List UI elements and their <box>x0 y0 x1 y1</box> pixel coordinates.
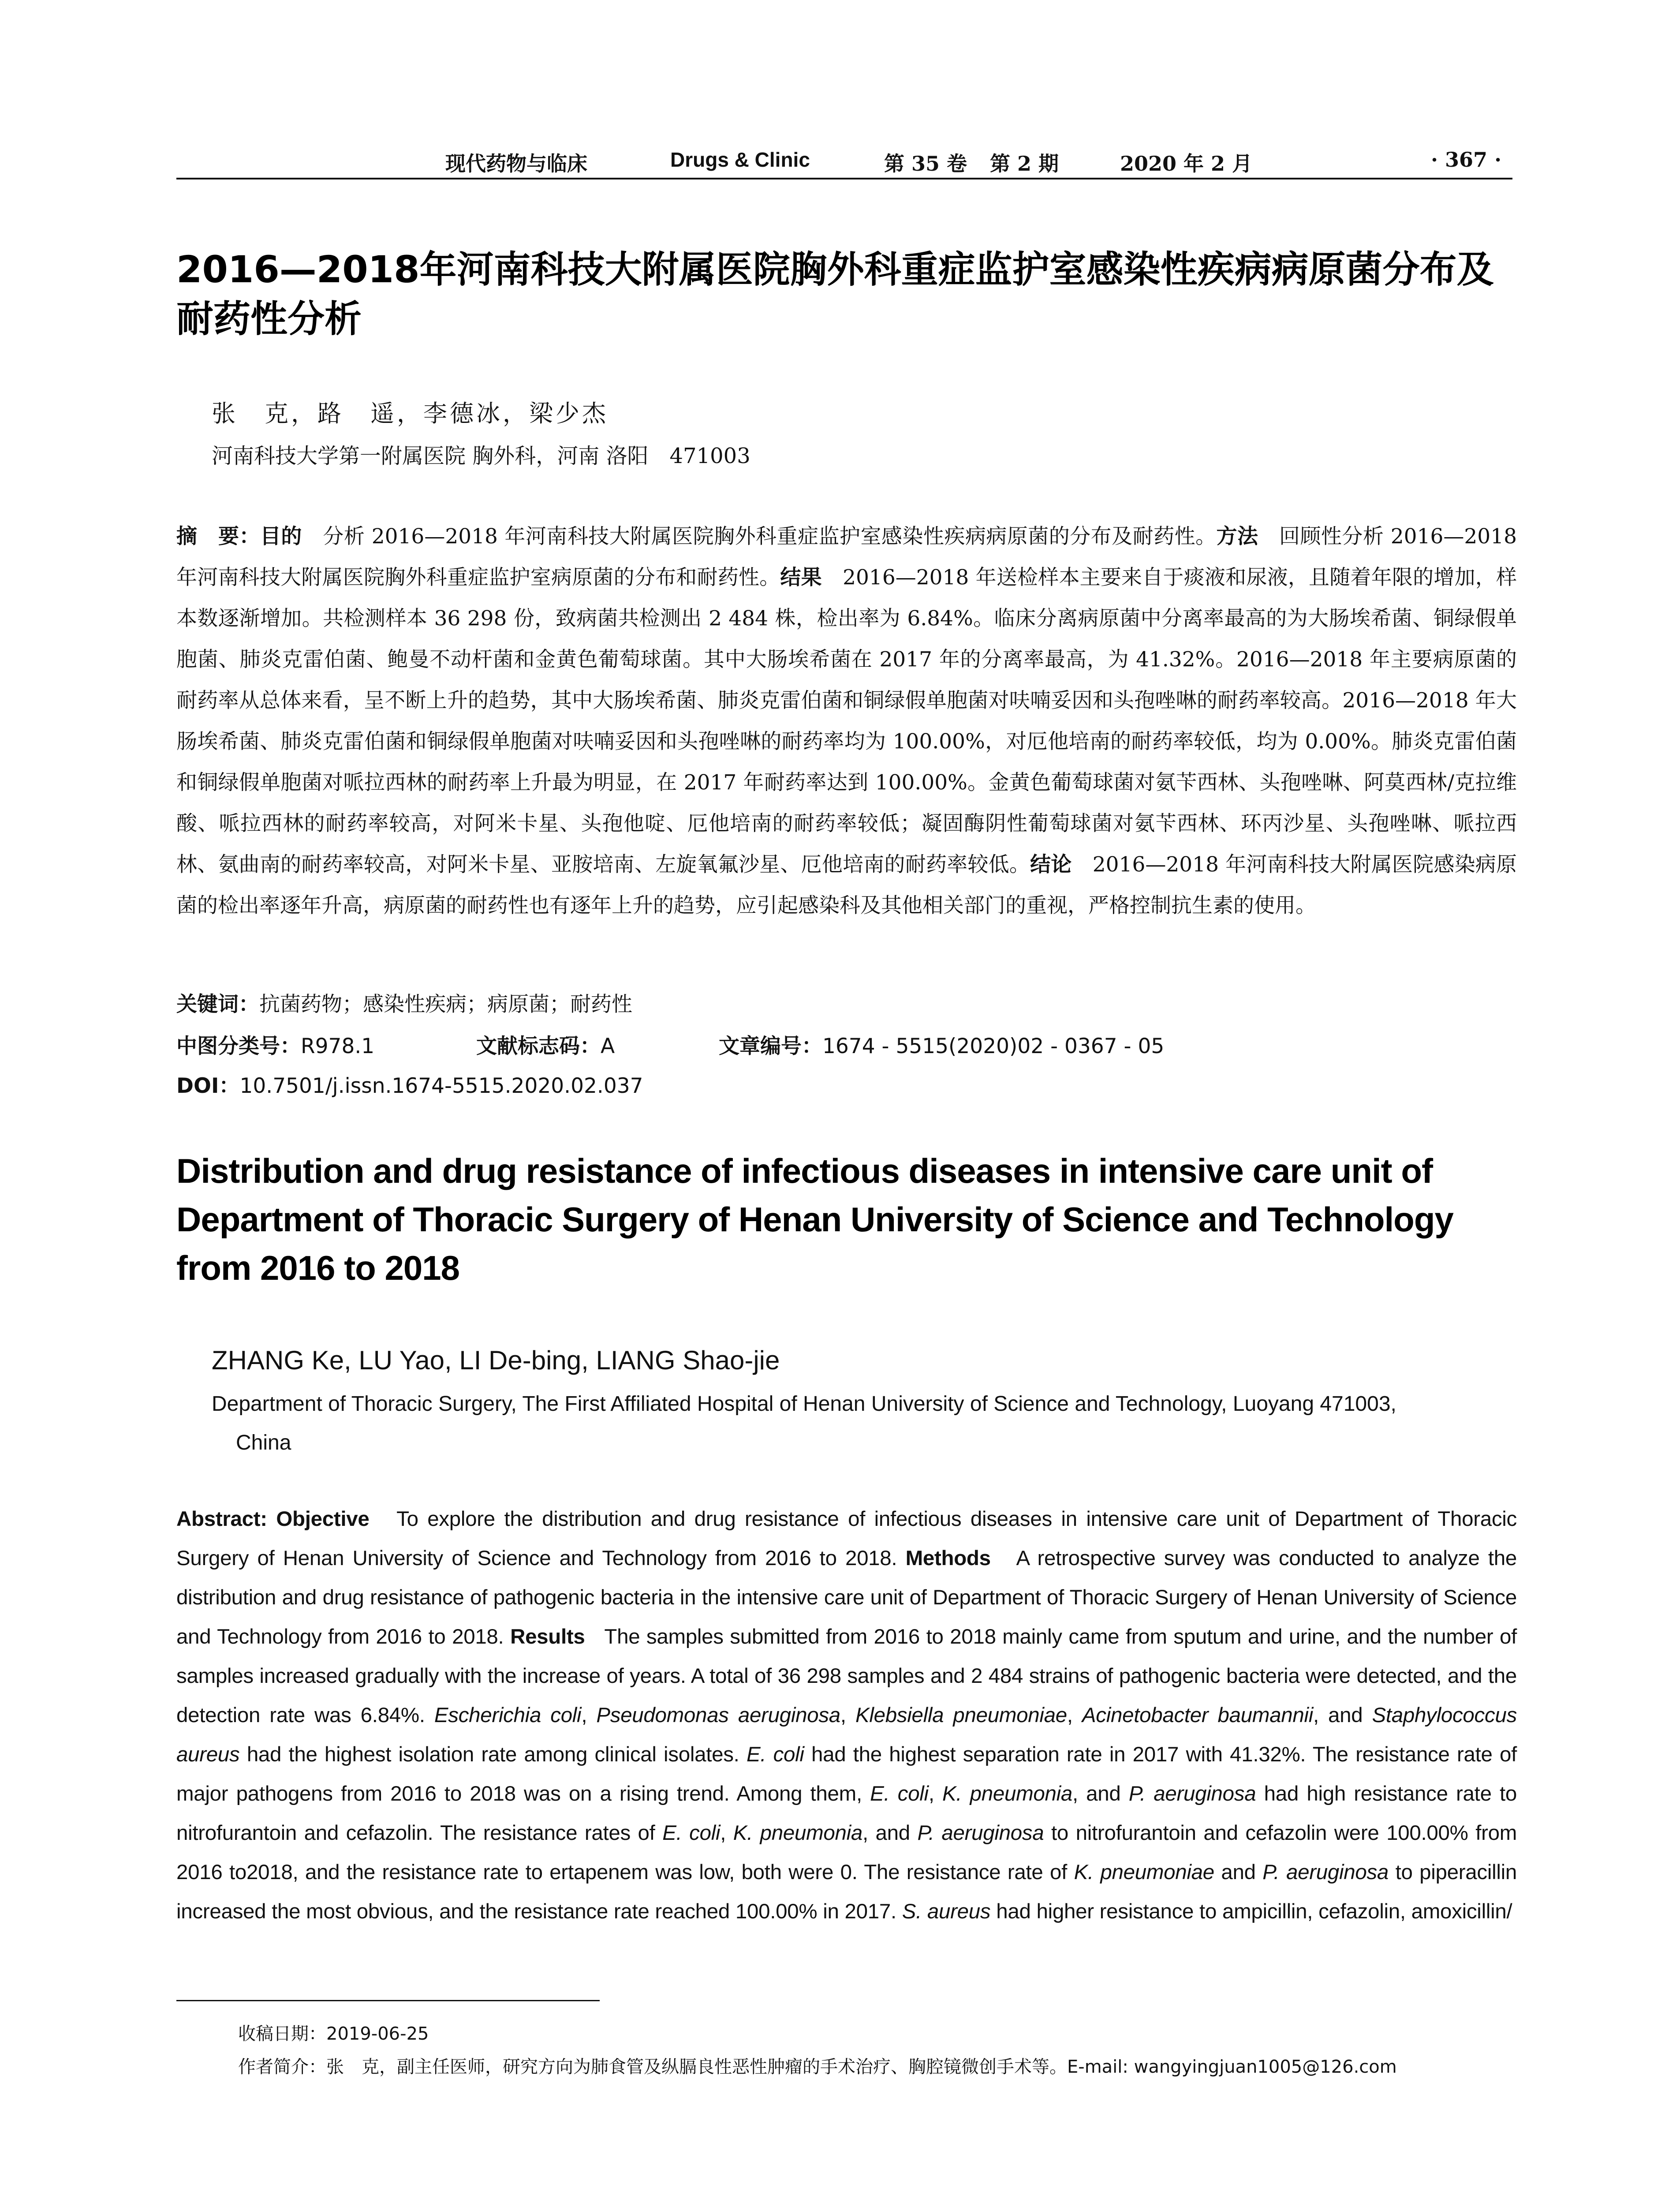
page-number: · 367 · <box>1431 148 1502 172</box>
abbr-ecoli-2: E. coli <box>870 1782 929 1805</box>
species-abaumannii: Acinetobacter baumannii <box>1082 1704 1314 1727</box>
abstract-en: Abstract: Objective To explore the distribution and drug resistance of infectious diseases in intensive care unit of Department of Thoracic Surgery of Henan University of Science and Technology from 2016 to 2018. Methods A retrospective survey was conducted to analyze the distribution and drug resistance of pathogenic bacteria in the intensive care unit of Department of Thoracic Surgery of Henan University of Science and Technology from 2016 to 2018. Results The samples submitted from 2016 to 2018 mainly came from sputum and urine, and the number of samples increased gradually with the increase of years. A total of 36 298 samples and 2 484 strains of pathogenic bacteria were detected, and the detection rate was 6.84%. Escherichia coli, Pseudomonas aeruginosa, Klebsiella pneumoniae, Acinetobacter baumannii, and Staphylococcus aureus had the highest isolation rate among clinical isolates. E. coli had the highest separation rate in 2017 with 41.32%. The resistance rate of major pathogens from 2016 to 2018 was on a rising trend. Among them, E. coli, K. pneumonia, and P. aeruginosa had high resistance rate to nitrofurantoin and cefazolin. The resistance rates of E. coli, K. pneumonia, and P. aeruginosa to nitrofurantoin and cefazolin were 100.00% from 2016 to2018, and the resistance rate to ertapenem was low, both were 0. The resistance rate of K. pneumoniae and P. aeruginosa to piperacillin increased the most obvious, and the resistance rate reached 100.00% in 2017. S. aureus had higher resistance to ampicillin, cefazolin, amoxicillin/ <box>176 1507 1517 1923</box>
footnote-rule <box>176 2000 600 2001</box>
results-text-cn: 2016—2018 年送检样本主要来自于痰液和尿液，且随着年限的增加，样本数逐渐增加。共检测样本 36 298 份，致病菌共检测出 2 484 株，检出率为 6.84%。临床分离病原菌中分离率最高的为大肠埃希菌、铜绿假单胞菌、肺炎克雷伯菌、鲍曼不动杆菌和金黄色葡萄球菌。其中大肠埃希菌在 2017 年的分离率最高，为 41.32%。2016—2018 年主要病原菌的耐药率从总体来看，呈不断上升的趋势，其中大肠埃希菌、肺炎克雷伯菌和铜绿假单胞菌对呋喃妥因和头孢唑啉的耐药率较高。2016—2018 年大肠埃希菌、肺炎克雷伯菌和铜绿假单胞菌对呋喃妥因和头孢唑啉的耐药率均为 100.00%，对厄他培南的耐药率较低，均为 0.00%。肺炎克雷伯菌和铜绿假单胞菌对哌拉西林的耐药率上升最为明显，在 2017 年耐药率达到 100.00%。金黄色葡萄球菌对氨苄西林、头孢唑啉、阿莫西林/克拉维酸、哌拉西林的耐药率较高，对阿米卡星、头孢他啶、厄他培南的耐药率较低；凝固酶阴性葡萄球菌对氨苄西林、环丙沙星、头孢唑啉、哌拉西林、氨曲南的耐药率较高，对阿米卡星、亚胺培南、左旋氧氟沙星、厄他培南的耐药率较低。 <box>176 565 1517 877</box>
abbr-kpn: K. pneumonia <box>942 1782 1072 1805</box>
results-text-en-b: had the highest isolation rate among clinical isolates. <box>246 1743 739 1766</box>
keywords-label-cn: 关键词： <box>176 992 259 1017</box>
conclusion-label-cn: 结论 <box>1030 852 1072 877</box>
clc-line <box>176 1030 374 1059</box>
results-text-en-g: had higher resistance to ampicillin, cefazolin, amoxicillin/ <box>996 1900 1512 1923</box>
doi-line <box>176 1069 643 1099</box>
article-number-label: 文章编号： <box>719 1034 822 1058</box>
received-label: 收稿日期： <box>238 2024 326 2044</box>
volume: 第 35 卷 <box>884 152 967 176</box>
received-value: 2019-06-25 <box>326 2024 429 2044</box>
objective-label-cn: 目的 <box>260 524 302 549</box>
abbr-ecoli: E. coli <box>746 1743 804 1766</box>
received-date <box>238 2020 429 2045</box>
objective-text-cn: 分析 2016—2018 年河南科技大附属医院胸外科重症监护室感染性疾病病原菌的分布及耐药性。 <box>323 524 1217 549</box>
objective-label-en: Objective <box>276 1507 370 1531</box>
abbr-ecoli-3: E. coli <box>662 1821 721 1845</box>
doc-code-value: A <box>601 1034 615 1058</box>
results-text-en-e: to nitrofurantoin and cefazolin were 100.00% from 2016 to2018, and the resistance rate to ertapenem was low, both were 0. The resistance rate of <box>176 1821 1517 1884</box>
methods-label-en: Methods <box>905 1547 991 1570</box>
doi-value: 10.7501/j.issn.1674-5515.2020.02.037 <box>239 1074 643 1098</box>
issue: 第 2 期 <box>990 152 1059 176</box>
journal-name-cn: 现代药物与临床 <box>445 152 587 176</box>
conclusion-text-cn: 2016—2018 年河南科技大附属医院感染病原菌的检出率逐年升高，病原菌的耐药性也有逐年上升的趋势，应引起感染科及其他相关部门的重视，严格控制抗生素的使用。 <box>176 852 1517 918</box>
methods-text-cn: 回顾性分析 2016—2018 年河南科技大附属医院胸外科重症监护室病原菌的分布和耐药性。 <box>176 524 1517 590</box>
issue-date: 2020 年 2 月 <box>1120 152 1253 176</box>
doi-label: DOI： <box>176 1074 240 1098</box>
journal-name-en: Drugs & Clinic <box>670 148 810 171</box>
abbr-kpn-2: K. pneumonia <box>733 1821 863 1845</box>
methods-text-en: A retrospective survey was conducted to analyze the distribution and drug resistance of pathogenic bacteria in the intensive care unit of Department of Thoracic Surgery of Henan University of Science and Technology from 2016 to 2018. <box>176 1547 1517 1648</box>
abstract-cn <box>176 516 1517 926</box>
affiliation-cn: 河南科技大学第一附属医院 胸外科，河南 洛阳 471003 <box>212 444 750 468</box>
title-cn: 2016—2018年河南科技大附属医院胸外科重症监护室感染性疾病病原菌分布及耐药性分析 <box>176 248 1494 340</box>
results-label-en: Results <box>510 1625 585 1648</box>
abbr-kpneumoniae: K. pneumoniae <box>1074 1861 1214 1884</box>
authors-cn: 张 克，路 遥，李德冰，梁少杰 <box>212 400 609 427</box>
abstract-label-cn: 摘 要： <box>176 524 260 549</box>
species-kpneumoniae: Klebsiella pneumoniae <box>855 1704 1067 1727</box>
clc-value: R978.1 <box>301 1034 375 1058</box>
article-number-line <box>719 1030 1164 1059</box>
keywords-text-cn: 抗菌药物；感染性疾病；病原菌；耐药性 <box>259 992 632 1017</box>
results-text-en-a: The samples submitted from 2016 to 2018 mainly came from sputum and urine, and the number of samples increased gradually with the increase of years. A total of 36 298 samples and 2 484 strains of pathogenic bacteria were detected, and the detection rate was 6.84%. <box>176 1625 1517 1727</box>
abbr-pae-2: P. aeruginosa <box>917 1821 1044 1845</box>
abbr-pae-3: P. aeruginosa <box>1262 1861 1389 1884</box>
results-text-en-d: had high resistance rate to nitrofurantoin and cefazolin. The resistance rates of <box>176 1782 1517 1845</box>
results-label-cn: 结果 <box>780 565 822 590</box>
doc-code-line <box>476 1030 615 1059</box>
results-text-en-c: had the highest separation rate in 2017 with 41.32%. The resistance rate of major pathogens from 2016 to 2018 was on a rising trend. Among them, <box>176 1743 1517 1805</box>
species-saureus: Staphylococcus aureus <box>176 1704 1517 1766</box>
clc-label: 中图分类号： <box>176 1034 301 1058</box>
methods-label-cn: 方法 <box>1216 524 1258 549</box>
objective-text-en: To explore the distribution and drug resistance of infectious diseases in intensive care unit of Department of Thoracic Surgery of Henan University of Science and Technology from 2016 to 2018. <box>176 1507 1517 1570</box>
results-text-en-f: to piperacillin increased the most obvious, and the resistance rate reached 100.00% in 2017. <box>176 1861 1517 1923</box>
affiliation-en-line1: Department of Thoracic Surgery, The First Affiliated Hospital of Henan University of Science and Technology, Luoyang 471003, <box>212 1392 1396 1416</box>
species-ecoli: Escherichia coli <box>434 1704 582 1727</box>
affiliation-en-line2: China <box>236 1431 291 1454</box>
species-paeruginosa: Pseudomonas aeruginosa <box>596 1704 840 1727</box>
author-bio <box>238 2053 1397 2078</box>
article-number-value: 1674 - 5515(2020)02 - 0367 - 05 <box>822 1034 1165 1058</box>
abbr-saureus: S. aureus <box>902 1900 991 1923</box>
author-bio-label: 作者简介： <box>238 2057 326 2077</box>
authors-en: ZHANG Ke, LU Yao, LI De-bing, LIANG Shao-jie <box>212 1345 780 1375</box>
abbr-pae: P. aeruginosa <box>1128 1782 1256 1805</box>
title-en: Distribution and drug resistance of infectious diseases in intensive care unit of Department of Thoracic Surgery of Henan University of Science and Technology from 2016 to 2018 <box>176 1151 1453 1287</box>
abstract-label-en: Abstract: <box>176 1507 267 1531</box>
author-bio-text: 张 克，副主任医师，研究方向为肺食管及纵膈良性恶性肿瘤的手术治疗、胸腔镜微创手术等。E-mail: wangyingjuan1005@126.com <box>326 2057 1397 2077</box>
keywords-cn <box>176 988 632 1017</box>
doc-code-label: 文献标志码： <box>476 1034 601 1058</box>
header-rule <box>176 178 1512 179</box>
affiliation-en <box>212 1385 1517 1462</box>
